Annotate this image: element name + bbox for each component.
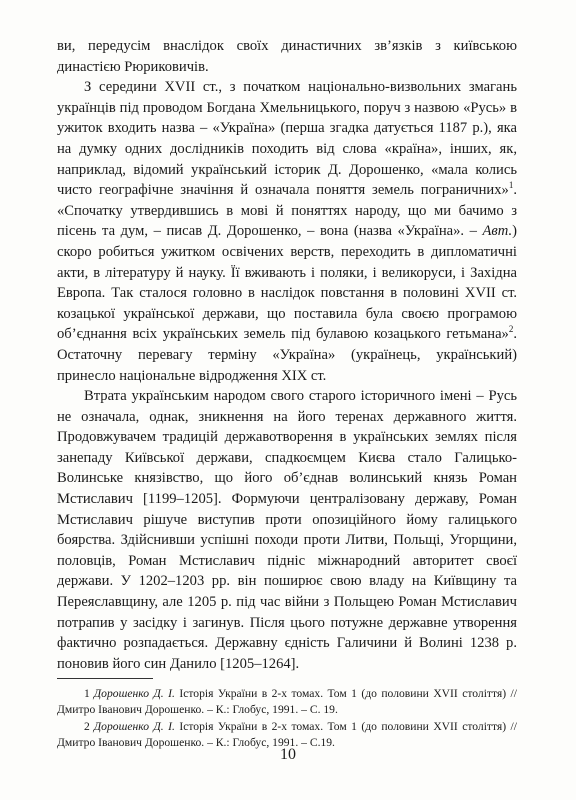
footnote-author: Дорошенко Д. І.: [93, 719, 175, 733]
footnote-text: Історія України в 2-х томах. Том 1 (до половини XVII століття) // Дмитро Іванович Дорошенко. – К.: Глобус, 1991. – С. 19.: [57, 687, 517, 717]
footnote-number: 1: [84, 687, 90, 700]
footnote-ref-1: 1: [508, 180, 514, 191]
paragraph-text-part: З середини XVII ст., з початком національно-визвольних змагань українців під проводом Богдана Хмельницького, поруч з назвою «Русь» в ужиток входить назва – «Україна» (перша згадка датується 1187 р.), яка на думку одних дослідників походить від слова «країна», інших, як, наприклад, відомий український історик Д. Дорошенко, «мала колись чисто географічне значіння й означала поняття земель пограничних»: [57, 79, 517, 199]
footnote-separator: [57, 678, 153, 679]
footnote-number: 2: [84, 719, 90, 733]
paragraph-text-part: . Остаточну перевагу терміну «Україна» (українець, український) принесло національне відродження XIX ст.: [57, 326, 517, 384]
paragraph-galicia-volhynia: Втрата українським народом свого старого історичного імені – Русь не означала, однак, зникнення на його теренах державного життя. Продовжувачем традицій державотворення в українських землях після занепаду Київської держави, спадкоємцем Києва стало Галицько-Волинське князівство, що його об’єднав волинський князь Роман Мстиславич [1199–1205]. Формуючи централізовану державу, Роман Мстиславич рішуче виступив проти опозиційного йому галицького боярства. Здійснивши успішні походи проти Литви, Польщі, Угорщини, половців, Роман Мстиславич підніс міжнародний авторитет своєї держави. У 1202–1203 рр. він поширює свою владу на Київщину та Переяславщину, але 1205 р. під час війни з Польщею Роман Мстиславич потрапив у засідку і загинув. Після цього потужне державне утворення фактично розпадається. Державну єдність Галичини й Волині 1238 р. поновив його син Данило [1205–1264].: [57, 388, 517, 672]
footnote-author: Дорошенко Д. І.: [93, 687, 175, 700]
paragraph-text-part: ) скоро робиться ужитком освічених верств, переходить в дипломатичні акти, в літературу й науку. Її вживають і поляки, і великоруси, і Західна Европа. Так сталося головно в наслідок повстання в половині XVII ст. козацької української держави, що поставила була своєю програмою об’єднання всіх українських земель під булавою козацького гетьмана»: [57, 223, 517, 343]
paragraph-continuation: ви, передусім внаслідок своїх династичних зв’язків з київською династією Рюриковичів.: [57, 38, 517, 75]
main-text: [57, 36, 517, 674]
page-number: 10: [280, 746, 296, 763]
footnotes: [57, 686, 517, 752]
footnote-1: [57, 686, 517, 719]
footnote-ref-2: 2: [508, 324, 514, 335]
footnote-text: Історія України в 2-х томах. Том 1 (до половини XVII століття) // Дмитро Іванович Дорошенко. – К.: Глобус, 1991. – С.19.: [57, 719, 517, 750]
paragraph-ukraine-name: [57, 77, 517, 386]
author-abbreviation: Авт.: [482, 223, 513, 240]
paragraph-text-part: . «Спочатку утвердившись в мові й поняттях народу, що ми бачимо з пісень та дум, – писав Д. Дорошенко, – вона (назва «Україна». –: [57, 182, 517, 240]
